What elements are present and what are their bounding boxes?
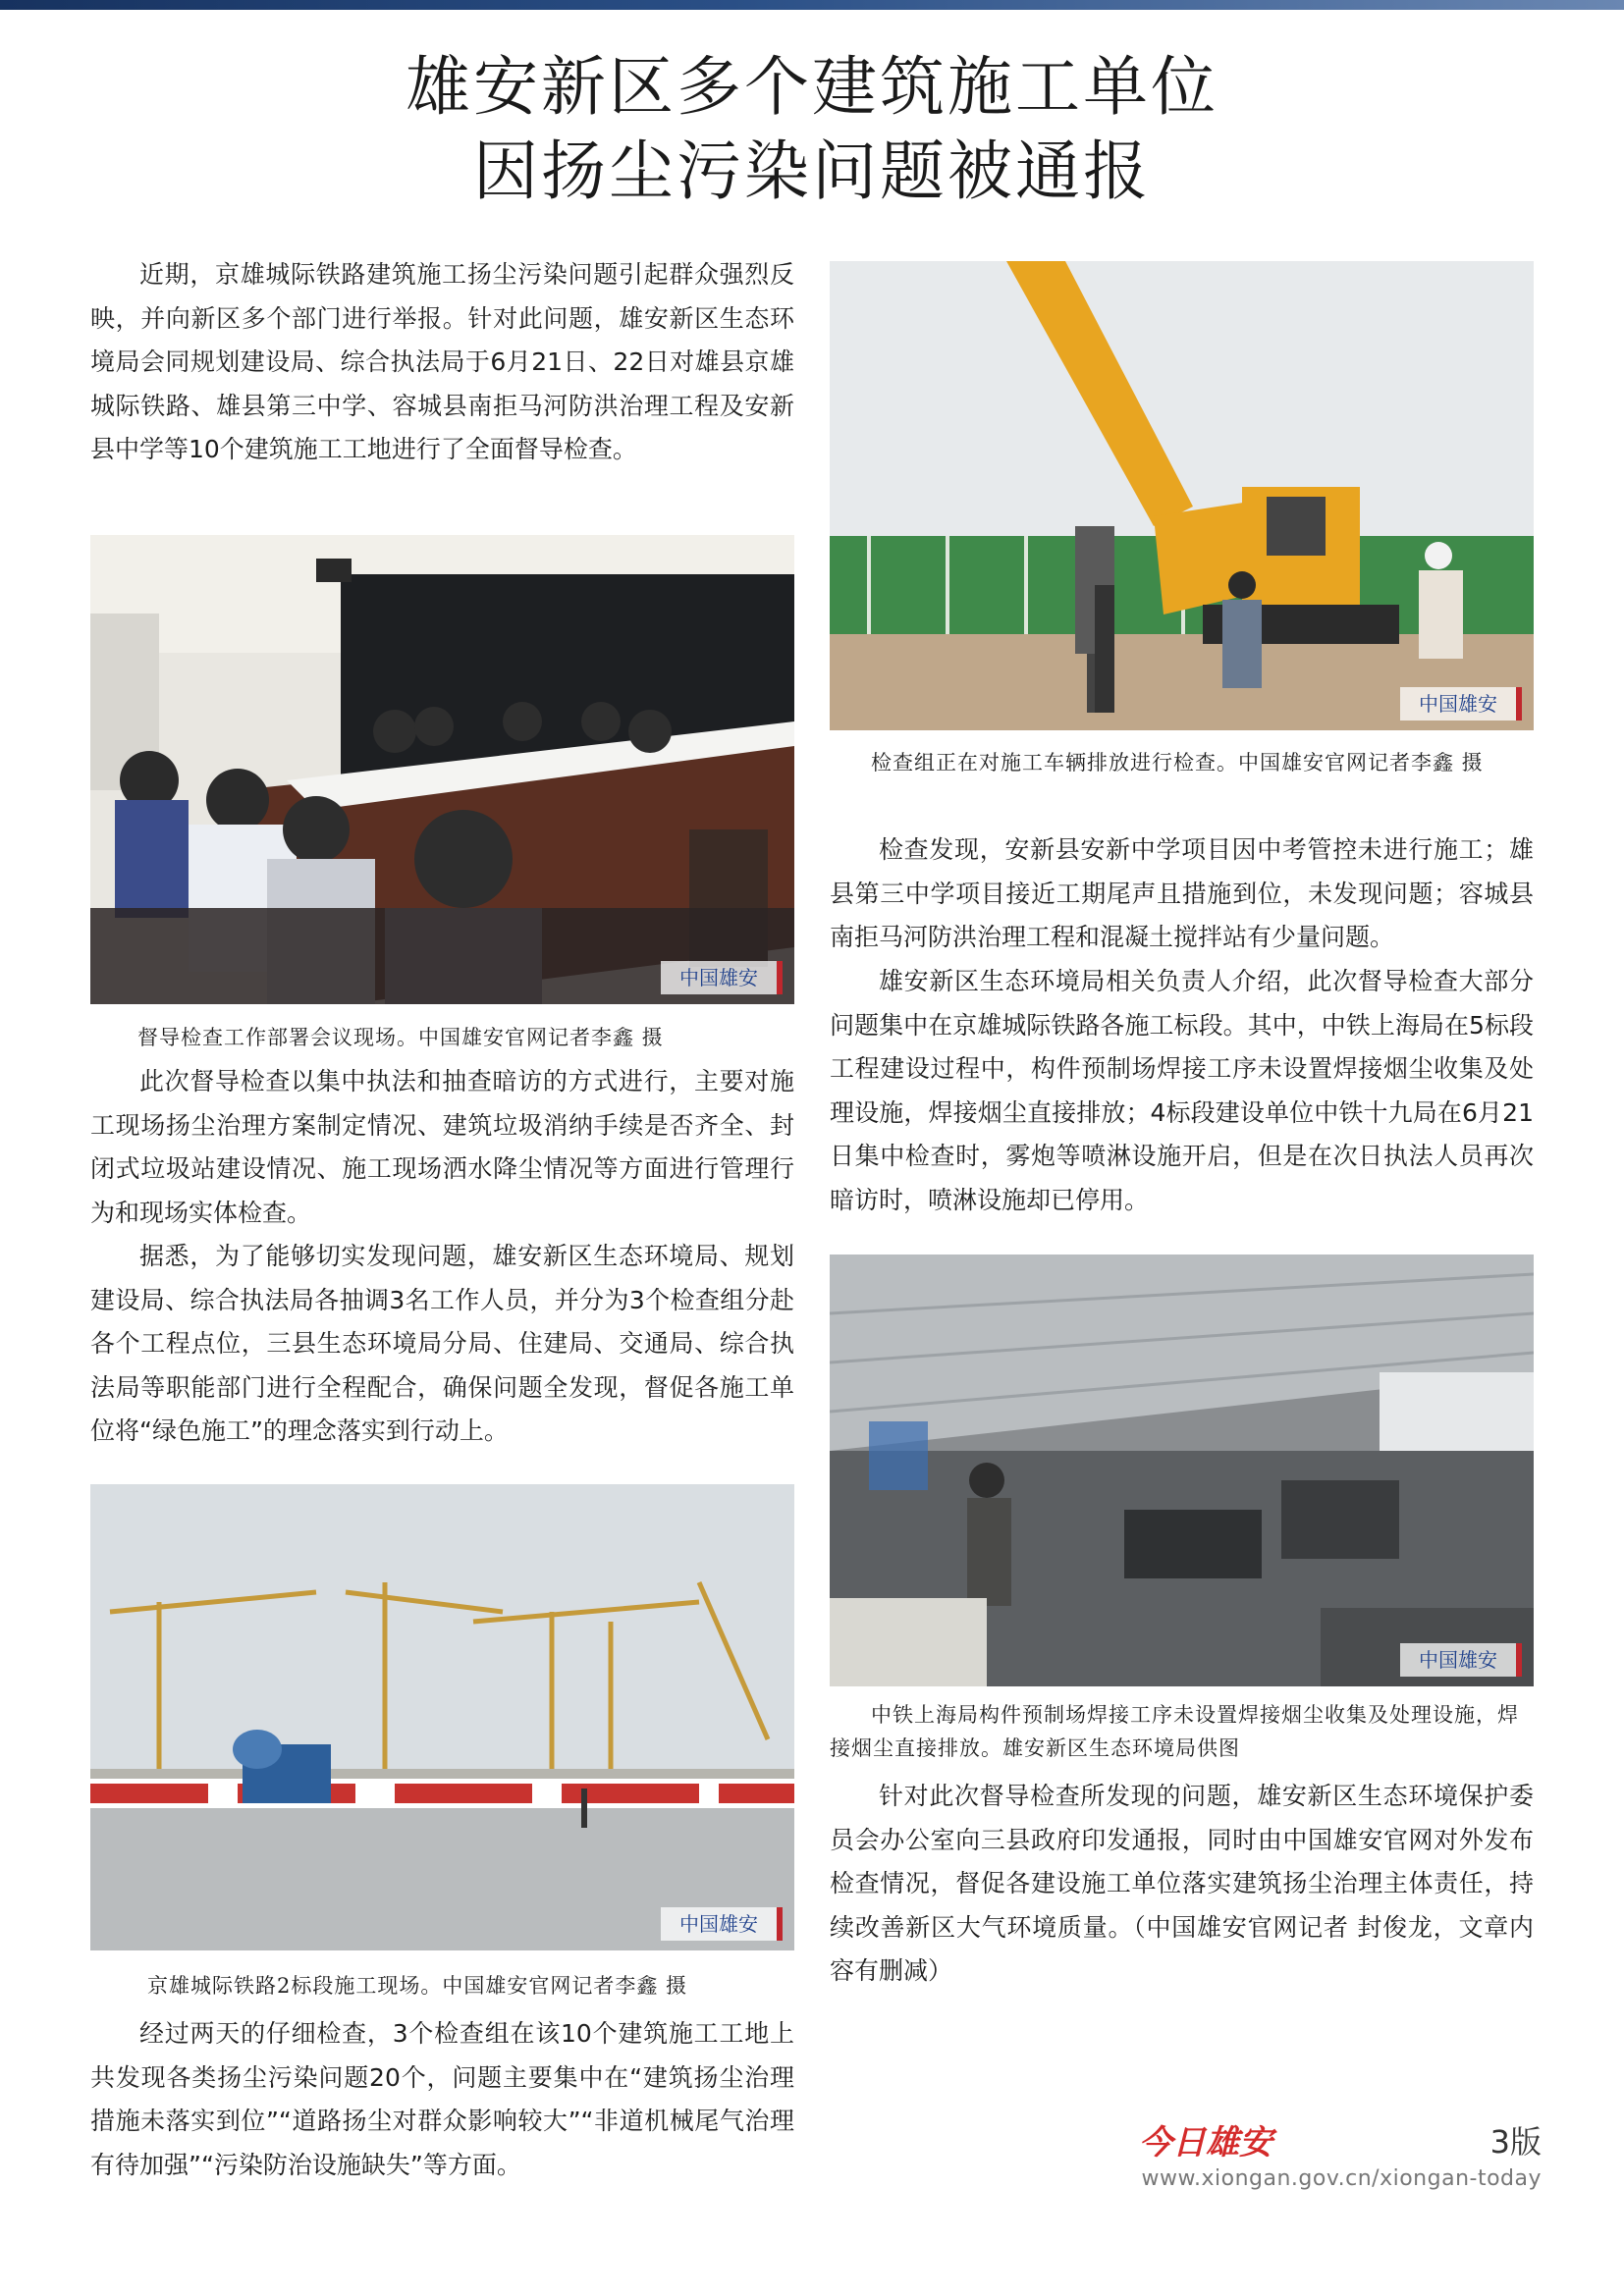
title-line-2: 因扬尘污染问题被通报 xyxy=(473,133,1151,209)
caption-welding-workshop: 中铁上海局构件预制场焊接工序未设置焊接烟尘收集及处理设施，焊接烟尘直接排放。雄安新区生态环境局供图 xyxy=(830,1703,1519,1760)
paragraph-1: 近期，京雄城际铁路建筑施工扬尘污染问题引起群众强烈反映，并向新区多个部门进行举报。针对此问题，雄安新区生态环境局会同规划建设局、综合执法局于6月21日、22日对雄县京雄城际铁路、雄县第三中学、容城县南拒马河防洪治理工程及安新县中学等10个建筑施工工地进行了全面督导检查。 xyxy=(90,260,794,464)
photo-excavator xyxy=(830,261,1534,730)
paragraph-2: 此次督导检查以集中执法和抽查暗访的方式进行，主要对施工现场扬尘治理方案制定情况、建筑垃圾消纳手续是否齐全、封闭式垃圾站建设情况、施工现场洒水降尘情况等方面进行管理行为和现场实体检查。 xyxy=(90,1067,794,1227)
paragraph-6: 雄安新区生态环境局相关负责人介绍，此次督导检查大部分问题集中在京雄城际铁路各施工标段。其中，中铁上海局在5标段工程建设过程中，构件预制场焊接工序未设置焊接烟尘收集及处理设施，焊接烟尘直接排放；4标段建设单位中铁十九局在6月21日集中检查时，雾炮等喷淋设施开启，但是在次日执法人员再次暗访时，喷淋设施却已停用。 xyxy=(830,967,1534,1214)
watermark-logo: 中国雄安 xyxy=(1400,1643,1522,1677)
photo-meeting xyxy=(90,535,794,1004)
watermark-logo: 中国雄安 xyxy=(1400,687,1522,721)
caption-construction-site: 京雄城际铁路2标段施工现场。中国雄安官网记者李鑫 摄 xyxy=(147,1974,688,1998)
top-accent-bar xyxy=(0,0,1624,10)
site-url: www.xiongan.gov.cn/xiongan-today xyxy=(1141,2166,1542,2191)
watermark-logo: 中国雄安 xyxy=(661,961,783,994)
paragraph-3: 据悉，为了能够切实发现问题，雄安新区生态环境局、规划建设局、综合执法局各抽调3名工作人员，并分为3个检查组分赴各个工程点位，三县生态环境局分局、住建局、交通局、综合执法局等职能部门进行全程配合，确保问题全发现，督促各施工单位将“绿色施工”的理念落实到行动上。 xyxy=(90,1242,794,1446)
photo-construction-site xyxy=(90,1484,794,1950)
title-line-1: 雄安新区多个建筑施工单位 xyxy=(406,49,1218,125)
paragraph-7: 针对此次督导检查所发现的问题，雄安新区生态环境保护委员会办公室向三县政府印发通报，同时由中国雄安官网对外发布检查情况，督促各建设施工单位落实建筑扬尘治理主体责任，持续改善新区大气环境质量。（中国雄安官网记者 封俊龙，文章内容有删减） xyxy=(830,1782,1534,1986)
caption-meeting: 督导检查工作部署会议现场。中国雄安官网记者李鑫 摄 xyxy=(137,1026,664,1049)
paragraph-5: 检查发现，安新县安新中学项目因中考管控未进行施工；雄县第三中学项目接近工期尾声且措施到位，未发现问题；容城县南拒马河防洪治理工程和混凝土搅拌站有少量问题。 xyxy=(830,835,1534,952)
paragraph-4: 经过两天的仔细检查，3个检查组在该10个建筑施工工地上共发现各类扬尘污染问题20个，问题主要集中在“建筑扬尘治理措施未落实到位”“道路扬尘对群众影响较大”“非道机械尾气治理有待加强”“污染防治设施缺失”等方面。 xyxy=(90,2019,794,2179)
article-title xyxy=(0,45,1624,214)
brand-logo: 今日雄安 xyxy=(1139,2123,1272,2163)
watermark-logo: 中国雄安 xyxy=(661,1907,783,1941)
page-number: 3版 xyxy=(1489,2123,1542,2161)
photo-welding-workshop xyxy=(830,1255,1534,1686)
caption-excavator: 检查组正在对施工车辆排放进行检查。中国雄安官网记者李鑫 摄 xyxy=(871,751,1484,774)
